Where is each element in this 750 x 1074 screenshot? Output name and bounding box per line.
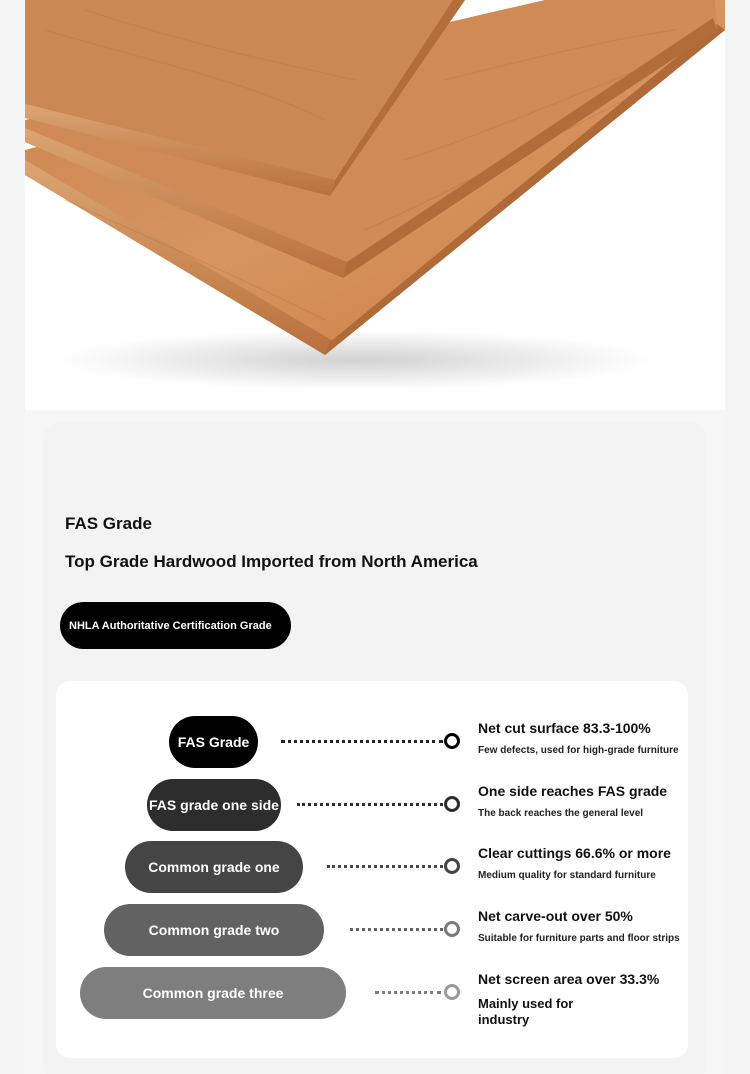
grade-desc-sub: Mainly used for industry xyxy=(478,996,574,1027)
grade-pill xyxy=(169,716,258,768)
grade-desc-sub: Medium quality for standard furniture xyxy=(478,870,656,881)
dotted-connector xyxy=(281,740,443,743)
grade-ladder xyxy=(56,681,688,1058)
grade-pill-label: Common grade one xyxy=(148,859,280,875)
grade-pill-label: Common grade three xyxy=(142,985,284,1001)
grade-pill xyxy=(104,904,324,956)
grade-row-fas-one-side xyxy=(56,779,688,835)
grade-pill xyxy=(147,779,281,831)
grade-pill xyxy=(125,841,303,893)
ring-marker-icon xyxy=(444,858,460,874)
grade-desc-title: Clear cuttings 66.6% or more xyxy=(478,845,671,861)
hero-image xyxy=(25,0,725,410)
certification-label: NHLA Authoritative Certification Grade xyxy=(69,619,272,632)
ring-marker-icon xyxy=(444,921,460,937)
grade-row-common-two xyxy=(56,904,688,960)
info-card xyxy=(43,422,707,1074)
grade-pill xyxy=(80,967,346,1019)
grade-pill-label: FAS grade one side xyxy=(149,797,279,813)
grade-desc-title: Net cut surface 83.3-100% xyxy=(478,720,651,736)
wood-boards-illustration xyxy=(25,0,725,410)
dotted-connector xyxy=(375,991,441,994)
grade-row-fas xyxy=(56,716,688,772)
grade-pill-label: Common grade two xyxy=(148,922,280,938)
grade-desc-title: Net carve-out over 50% xyxy=(478,908,633,924)
ring-marker-icon xyxy=(444,984,460,1000)
dotted-connector xyxy=(297,803,443,806)
grade-desc-sub: Few defects, used for high-grade furniture xyxy=(478,745,679,756)
grade-desc-sub: Suitable for furniture parts and floor strips xyxy=(478,933,680,944)
dotted-connector xyxy=(327,865,443,868)
grade-desc-title: One side reaches FAS grade xyxy=(478,783,668,799)
grade-row-common-one xyxy=(56,841,688,897)
certification-badge xyxy=(60,602,291,649)
dotted-connector xyxy=(350,928,443,931)
ring-marker-icon xyxy=(444,733,460,749)
grade-row-common-three xyxy=(56,967,688,1027)
grade-pill-label: FAS Grade xyxy=(177,734,250,750)
grade-subtitle: Top Grade Hardwood Imported from North America xyxy=(65,552,478,571)
page xyxy=(25,0,725,1074)
grade-desc-sub: The back reaches the general level xyxy=(478,808,644,819)
grade-title: FAS Grade xyxy=(65,514,152,533)
ring-marker-icon xyxy=(444,796,460,812)
grade-desc-title: Net screen area over 33.3% xyxy=(478,971,660,987)
